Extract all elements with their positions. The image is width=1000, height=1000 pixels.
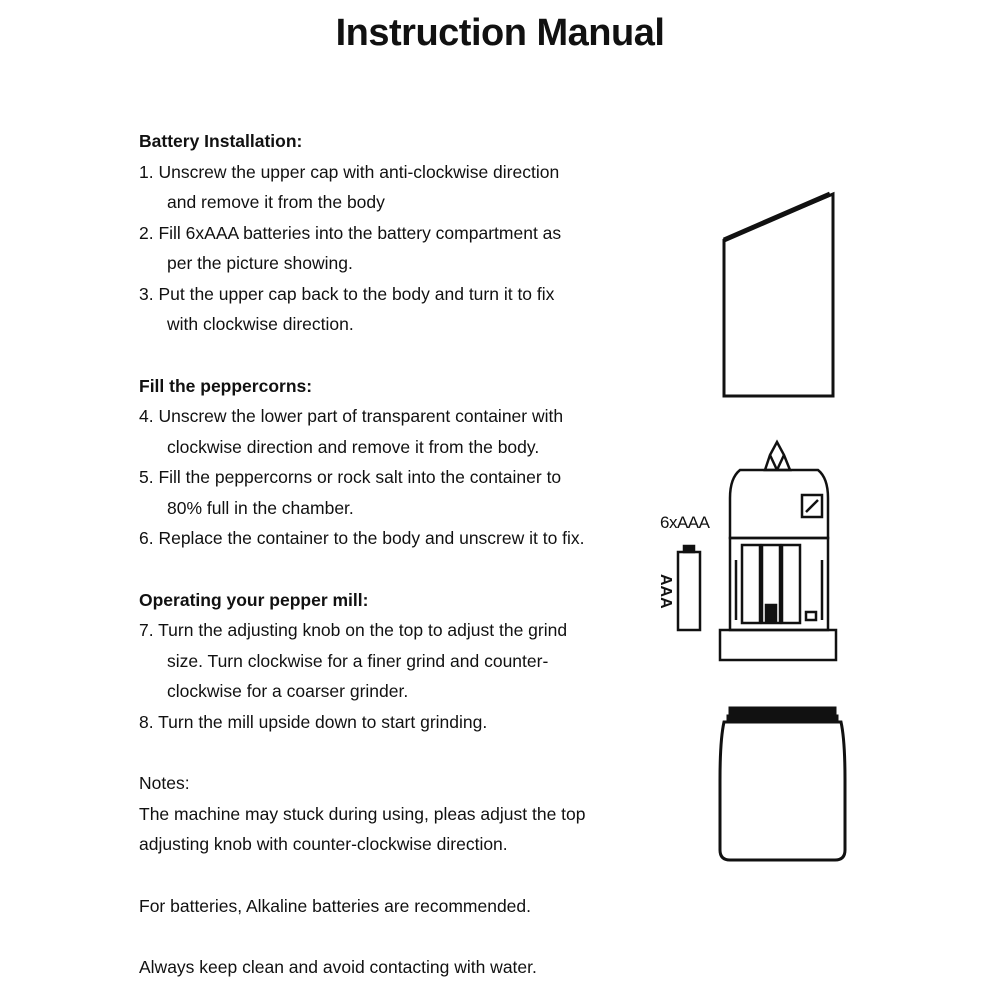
step-1-line-2: and remove it from the body <box>167 192 385 212</box>
page-title: Instruction Manual <box>335 12 665 54</box>
step-2-line-2: per the picture showing. <box>167 253 353 273</box>
step-3-line-1: 3. Put the upper cap back to the body and turn it to fix <box>139 283 555 304</box>
notes-batteries: For batteries, Alkaline batteries are recommended. <box>139 895 531 916</box>
container-figure <box>720 708 845 860</box>
step-8-line-1: 8. Turn the mill upside down to start grinding. <box>139 711 488 732</box>
step-2-line-1: 2. Fill 6xAAA batteries into the battery compartment as <box>139 222 562 243</box>
step-6-line-1: 6. Replace the container to the body and unscrew it to fix. <box>139 528 585 548</box>
operating-heading: Operating your pepper mill: <box>139 589 369 610</box>
battery-count-label: 6xAAA <box>660 513 710 532</box>
fill-heading: Fill the peppercorns: <box>139 375 313 396</box>
step-4-line-2: clockwise direction and remove it from the body. <box>167 436 540 457</box>
notes-line-1: The machine may stuck during using, pleas adjust the top <box>139 803 586 824</box>
step-1-line-1: 1. Unscrew the upper cap with anti-clockwise direction <box>139 161 560 182</box>
step-3-line-2: with clockwise direction. <box>167 314 354 334</box>
step-7-line-1: 7. Turn the adjusting knob on the top to adjust the grind <box>139 620 568 640</box>
step-7-line-3: clockwise for a coarser grinder. <box>167 681 409 701</box>
battery-heading: Battery Installation: <box>139 131 303 151</box>
notes-heading: Notes: <box>139 773 190 793</box>
upper-cap-figure <box>724 194 833 396</box>
battery-text: AAA <box>657 574 674 609</box>
step-5-line-2: 80% full in the chamber. <box>167 497 354 518</box>
instructions-body <box>139 126 679 983</box>
step-5-line-1: 5. Fill the peppercorns or rock salt into the container to <box>139 467 562 487</box>
notes-line-2: adjusting knob with counter-clockwise direction. <box>139 834 508 854</box>
body-figure <box>720 442 836 660</box>
notes-clean: Always keep clean and avoid contacting with water. <box>139 957 537 977</box>
pepper-mill-diagram <box>640 180 900 900</box>
aaa-battery-figure <box>678 546 700 630</box>
step-4-line-1: 4. Unscrew the lower part of transparent container with <box>139 406 564 426</box>
product-figures <box>640 180 900 900</box>
step-7-line-2: size. Turn clockwise for a finer grind and counter- <box>167 650 549 671</box>
